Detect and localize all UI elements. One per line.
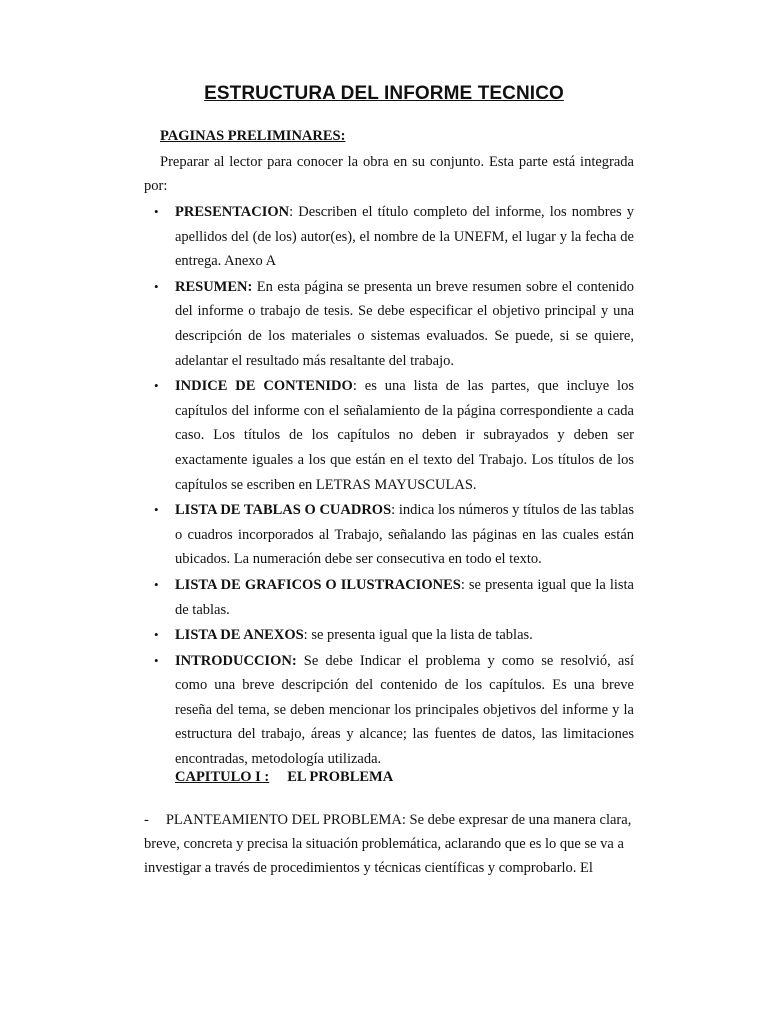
item-text: : se presenta igual que la lista de tablas. <box>303 627 533 644</box>
list-item-lista-de-tablas <box>144 498 634 572</box>
item-text: : Describen el título completo del informe, los nombres y apellidos del (de los) autor(es), el nombre de la UNEFM, el lugar y la fecha de entrega. Anexo A <box>175 204 634 270</box>
item-term: LISTA DE TABLAS O CUADROS <box>175 502 392 519</box>
item-text: : se presenta igual que la lista de tablas. <box>175 576 634 618</box>
list-item-presentacion <box>144 200 634 274</box>
preliminary-pages-list <box>144 200 634 773</box>
list-item-indice-de-contenido <box>144 374 634 497</box>
document-title: ESTRUCTURA DEL INFORME TECNICO <box>204 83 564 104</box>
intro-paragraph: Preparar al lector para conocer la obra en su conjunto. Esta parte está integrada por: <box>144 154 634 194</box>
list-item-lista-de-graficos <box>144 573 634 622</box>
item-term: LISTA DE ANEXOS <box>175 627 304 644</box>
bullet-icon: • <box>154 576 159 592</box>
item-text: Se debe Indicar el problema y como se resolvió, así como una breve descripción del contenido de los capítulos. Es una breve reseña del tema, se deben mencionar los principales objetivos del informe y la estructura del trabajo, áreas y alcance; las fuentes de datos, las limitaciones encontradas, metodología utilizada. <box>175 652 634 768</box>
item-term: LISTA DE GRAFICOS O ILUSTRACIONES <box>175 576 461 593</box>
item-term: RESUMEN: <box>175 278 253 295</box>
section-heading-preliminares: PAGINAS PRELIMINARES: <box>160 128 346 144</box>
list-item-introduccion <box>144 649 634 772</box>
bullet-icon: • <box>154 278 159 294</box>
dash-marker: - <box>144 812 149 828</box>
item-term: PRESENTACION <box>175 204 290 220</box>
item-text: : es una lista de las partes, que incluye los capítulos del informe con el señalamiento de la página correspondiente a cada caso. Los títulos de los capítulos no deben ir subrayados y deben ser exactamente iguales a los que están en el texto del Trabajo. Los títulos de los capítulos se escriben en LETRAS MAYUSCULAS. <box>175 378 634 493</box>
chapter-number: CAPITULO I : <box>175 769 270 785</box>
chapter-name: EL PROBLEMA <box>287 769 394 785</box>
bullet-icon: • <box>154 627 159 643</box>
list-item-lista-de-anexos <box>144 623 634 648</box>
bullet-icon: • <box>154 502 159 518</box>
chapter-heading <box>175 769 393 786</box>
bullet-icon: • <box>154 652 159 668</box>
list-item-resumen <box>144 275 634 373</box>
planteamiento-paragraph <box>144 808 634 880</box>
bullet-icon: • <box>154 378 159 394</box>
item-term: INTRODUCCION: <box>175 652 297 669</box>
bullet-icon: • <box>154 204 159 219</box>
item-text: : indica los números y títulos de las tablas o cuadros incorporados al Trabajo, señalando las páginas en las cuales están ubicados. La numeración debe ser consecutiva en todo el texto. <box>175 502 634 568</box>
item-text: En esta página se presenta un breve resumen sobre el contenido del informe o trabajo de tesis. Se debe especificar el objetivo principal y una descripción de los materiales o sistemas evaluados. Se puede, si se quiere, adelantar el resultado más resaltante del trabajo. <box>175 278 634 369</box>
item-term: INDICE DE CONTENIDO <box>175 378 353 395</box>
planteamiento-text: PLANTEAMIENTO DEL PROBLEMA: Se debe expresar de una manera clara, breve, concreta y precisa la situación problemática, aclarando que es lo que se va a investigar a través de procedimientos y técnicas científicas y comprobarlo. El <box>144 812 632 876</box>
